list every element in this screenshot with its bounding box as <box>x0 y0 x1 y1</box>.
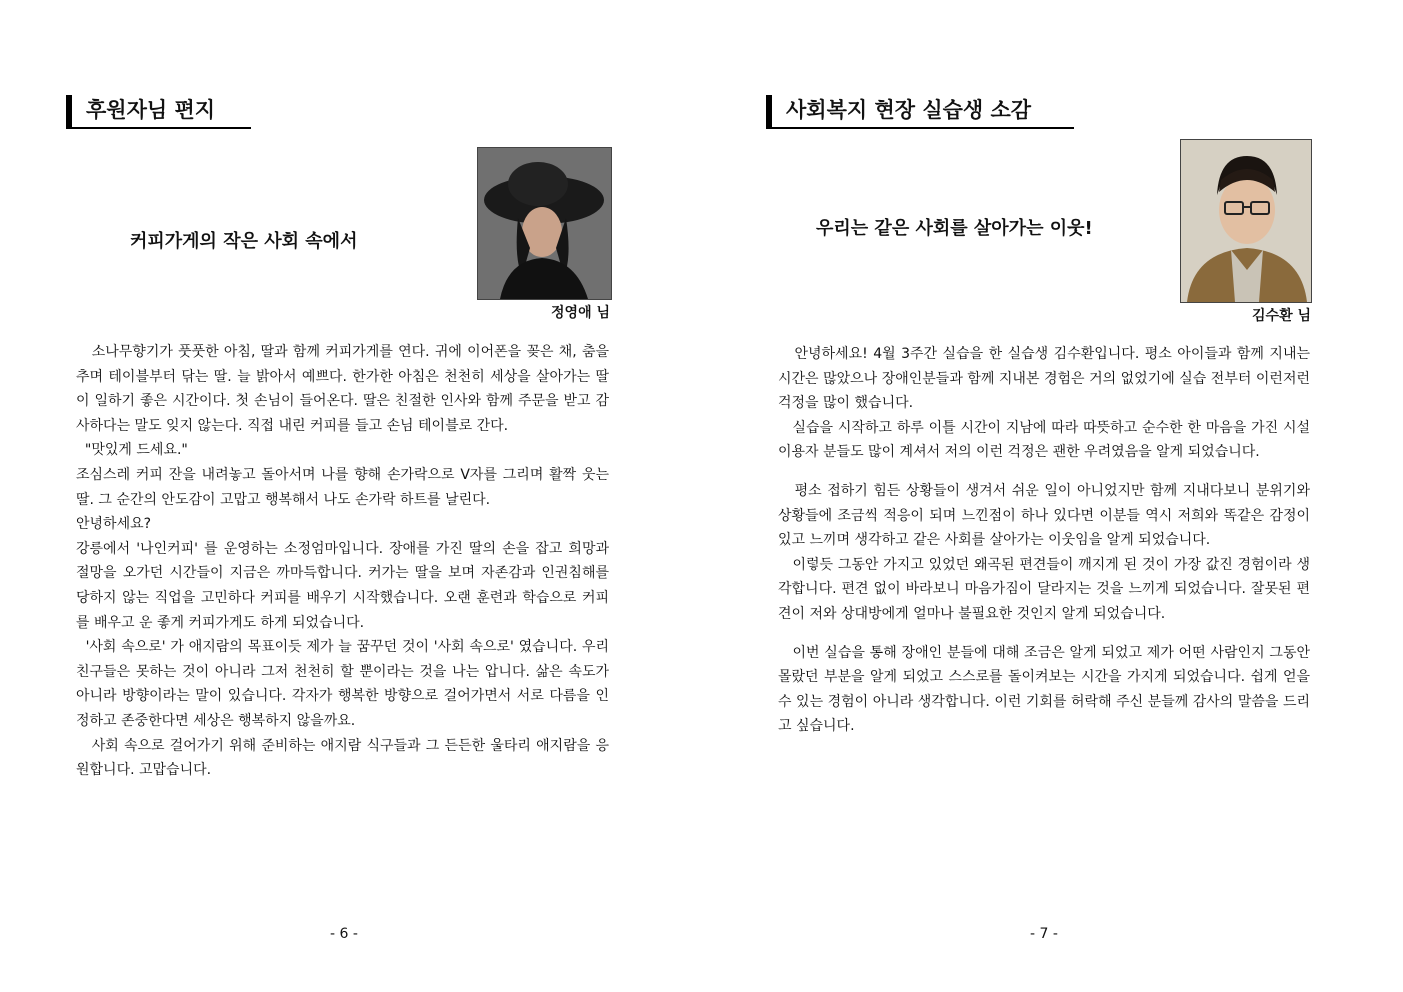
article-title: 우리는 같은 사회를 살아가는 이웃! <box>816 218 1093 239</box>
paragraph-spacer <box>778 627 1310 641</box>
paragraph-spacer <box>778 465 1310 479</box>
author-photo <box>477 147 612 300</box>
author-photo <box>1180 139 1312 303</box>
body-paragraph: 실습을 시작하고 하루 이틀 시간이 지남에 따라 따뜻하고 순수한 한 마음을 가진 시설 이용자 분들도 많이 계셔서 저의 이런 걱정은 괜한 우려였음을 알게 되었습니다. <box>778 419 1315 461</box>
body-paragraph: 사회 속으로 걸어가기 위해 준비하는 애지람 식구들과 그 든든한 울타리 애지람을 응원합니다. 고맙습니다. <box>76 737 609 779</box>
body-paragraph: 이렇듯 그동안 가지고 있었던 왜곡된 편견들이 깨지게 된 것이 가장 값진 경험이라 생각합니다. 편견 없이 바라보니 마음가짐이 달라지는 것을 느끼게 되었습니다. 잘못된 편견이 저와 상대방에게 얼마나 불필요한 것인지 알게 되었습니다. <box>778 556 1310 622</box>
body-paragraph: 이번 실습을 통해 장애인 분들에 대해 조금은 알게 되었고 제가 어떤 사람인지 그동안 몰랐던 부분을 알게 되었고 스스로를 돌이켜보는 시간을 가지게 되었습니다. 쉽게 얻을 수 있는 경험이 아니라 생각합니다. 이런 기회를 허락해 주신 분들께 감사의 말씀을 드리고 싶습니다. <box>778 644 1315 735</box>
author-name: 정영애 님 <box>551 305 610 321</box>
article-body <box>778 342 1315 739</box>
article-body <box>76 340 614 783</box>
section-title: 후원자님 편지 <box>66 95 251 129</box>
body-paragraph: 안녕하세요! 4월 3주간 실습을 한 실습생 김수환입니다. 평소 아이들과 함께 지내는 시간은 많았으나 장애인분들과 함께 지내본 경험은 거의 없었기에 실습 전부터 이런저런 걱정을 많이 했습니다. <box>778 346 1315 412</box>
body-paragraph: "맛있게 드세요." <box>76 442 188 459</box>
page-number: - 7 - <box>1030 926 1058 942</box>
section-title: 사회복지 현장 실습생 소감 <box>766 95 1074 129</box>
body-paragraph: 조심스레 커피 잔을 내려놓고 돌아서며 나를 향해 손가락으로 V자를 그리며 활짝 웃는 딸. 그 순간의 안도감이 고맙고 행복해서 나도 손가락 하트를 날린다. <box>76 466 614 508</box>
portrait-image <box>1181 140 1311 302</box>
body-paragraph: 안녕하세요? <box>76 516 152 533</box>
body-paragraph: 강릉에서 '나인커피' 를 운영하는 소정엄마입니다. 장애를 가진 딸의 손을 잡고 희망과 절망을 오가던 시간들이 지금은 까마득합니다. 커가는 딸을 보며 자존감과 인권침해를 당하지 않는 직업을 고민하다 커피를 배우기 시작했습니다. 오랜 훈련과 학습으로 커피를 배우고 운 좋게 커피가게도 하게 되었습니다. <box>76 540 614 631</box>
body-paragraph: 소나무향기가 풋풋한 아침, 딸과 함께 커피가게를 연다. 귀에 이어폰을 꽂은 채, 춤을 추며 테이블부터 닦는 딸. 늘 밝아서 예쁘다. 한가한 아침은 천천히 세상을 살아가는 딸이 일하기 좋은 시간이다. 첫 손님이 들어온다. 딸은 친절한 인사와 함께 주문을 받고 감사하다는 말도 잊지 않는다. 직접 내린 커피를 들고 손님 테이블로 간다. <box>76 344 614 434</box>
right-page <box>700 0 1403 992</box>
portrait-image <box>478 148 611 299</box>
article-title: 커피가게의 작은 사회 속에서 <box>130 231 358 252</box>
author-name: 김수환 님 <box>1252 308 1311 324</box>
body-paragraph: '사회 속으로' 가 애지람의 목표이듯 제가 늘 꿈꾸던 것이 '사회 속으로' 였습니다. 우리 친구들은 못하는 것이 아니라 그저 천천히 할 뿐이라는 것을 나는 압니다. 삶은 속도가 아니라 방향이라는 말이 있습니다. 각자가 행복한 방향으로 걸어가면서 서로 다름을 인정하고 존중한다면 세상은 행복하지 않을까요. <box>76 639 614 729</box>
page-number: - 6 - <box>330 926 358 942</box>
body-paragraph: 평소 접하기 힘든 상황들이 생겨서 쉬운 일이 아니었지만 함께 지내다보니 분위기와 상황들에 조금씩 적응이 되며 느낀점이 하나 있다면 이분들 역시 저희와 똑같은 감정이 있고 느끼며 생각하고 같은 사회를 살아가는 이웃임을 알게 되었습니다. <box>778 482 1315 549</box>
left-page <box>0 0 700 992</box>
